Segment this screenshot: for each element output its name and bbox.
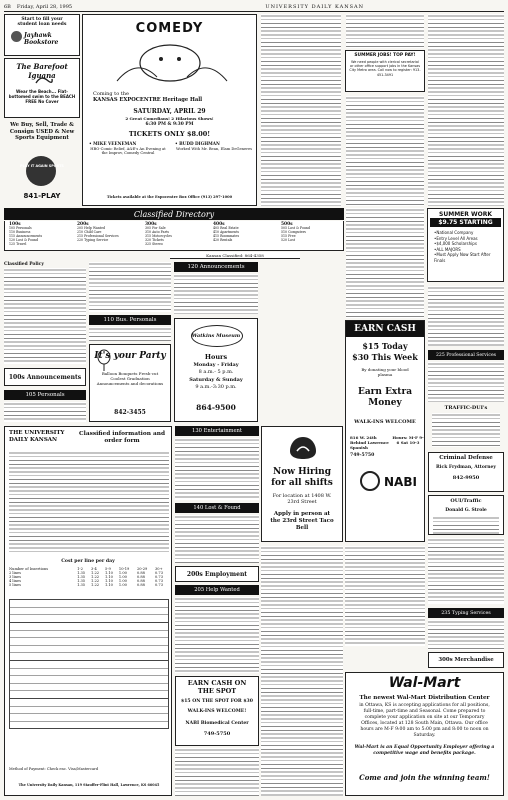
traffic-text — [432, 413, 500, 447]
dir-item[interactable]: 120 Lost & Found — [9, 237, 39, 242]
jayhawk-bookstore-ad[interactable] — [4, 14, 80, 56]
right-text-lower — [346, 208, 424, 318]
spot-phone: 749-5750 — [203, 731, 231, 737]
dir-col-200 — [77, 223, 119, 243]
table-cell: 3 lines — [9, 575, 22, 579]
summer-jobs-title: SUMMER JOBS! TOP PAY! — [354, 53, 416, 58]
its-your-party-ad[interactable] — [89, 344, 171, 422]
table-cell: 0.88 — [136, 571, 145, 575]
comedy-cartoon-icon — [97, 37, 243, 87]
jayhawk-line2: student loan needs — [17, 22, 67, 27]
section-300s-text: 300s Merchandise — [438, 657, 494, 663]
table-cell: 20-29 — [136, 567, 148, 571]
dir-item[interactable]: 220 Typing Service — [77, 237, 109, 242]
classified-policy-head: Classified Policy — [4, 262, 44, 267]
comedy-title: COMEDY — [135, 21, 204, 36]
summer-work-bullet: •$4,000 Scholarships — [434, 241, 477, 247]
comedy-act1: • MIKE VEENEMAN — [89, 141, 137, 146]
table-cell: 5 lines — [9, 583, 22, 587]
section-225-text: 225 Professional Services — [435, 352, 497, 358]
we-buy-text: We Buy, Sell, Trade & Consign USED & New Sports Equipment — [9, 122, 75, 141]
taco-headline: Now Hiring for all shifts — [271, 467, 333, 488]
dir-heading: 400s — [213, 222, 225, 227]
table-row — [9, 583, 169, 587]
section-140 — [175, 503, 259, 513]
summer-work-bullet: •ALL MAJORS — [434, 246, 461, 252]
plasma-brand: NABI — [384, 475, 417, 489]
dir-item[interactable]: 110 Business — [9, 229, 31, 234]
rates-table — [9, 567, 169, 587]
table-cell: 0.88 — [136, 583, 145, 587]
traffic-dui-ad[interactable] — [428, 405, 504, 449]
table-cell: 1.00 — [118, 579, 127, 583]
criminal-heading: Criminal Defense — [439, 455, 493, 461]
criminal-name: Rick Frydman, Attorney — [436, 465, 496, 470]
section-110-text: 110 Bus. Personals — [103, 317, 157, 323]
summer-jobs-body: We need people with clerical secretarial or other office support jobs in the Kansas City Metro area. Call now to register: 913-451-3491 — [349, 60, 421, 77]
mid-text-b — [89, 327, 171, 341]
iguana-name: The Barefoot Iguana — [16, 62, 68, 80]
comedy-price: TICKETS ONLY $8.00! — [128, 130, 211, 138]
section-200s-text: 200s Employment — [186, 570, 248, 578]
watkins-hours2: 8 a.m.- 5 p.m. — [198, 369, 234, 375]
watkins-hours3: Saturday & Sunday — [189, 377, 243, 383]
table-cell: 1-2 — [77, 567, 83, 571]
walmart-line5: Offices, located at 128 South Main, Ottawa. Our office — [361, 721, 488, 726]
dir-heading: 500s — [281, 222, 293, 227]
dir-item[interactable]: 405 Real Estate — [213, 225, 239, 230]
classified-contact-text: Kansan Classified: 864-4358 — [206, 252, 264, 258]
summer-jobs-ad[interactable] — [345, 50, 425, 92]
table-cell: 3-4 — [91, 567, 97, 571]
table-cell: 0.73 — [155, 583, 164, 587]
comedy-venue: KANSAS EXPOCENTRE Heritage Hall — [93, 97, 203, 103]
walmart-closing: Come and join the winning team! — [359, 773, 490, 782]
criminal-defense-ad[interactable] — [428, 452, 504, 492]
plasma-line2: $30 This Week — [352, 352, 418, 362]
dir-col-100 — [9, 223, 42, 246]
classified-contact — [170, 252, 300, 259]
page-header — [4, 2, 504, 12]
far-right-text-top — [428, 14, 504, 206]
walmart-line4: complete your application on site at our Temporary — [364, 715, 485, 720]
taco-sub: For location at 1408 W. 23rd Street — [272, 493, 332, 505]
dir-item[interactable]: 505 Lost & Found — [281, 225, 311, 230]
section-130 — [175, 426, 259, 436]
table-cell: 4 lines — [9, 579, 22, 583]
section-100s-text: 100s Announcements — [8, 373, 82, 381]
form-address: The University Daily Kansan, 119 Stauffer-Flint Hall, Lawrence, KS 66045 — [18, 783, 160, 787]
play-it-again-logo-icon — [26, 156, 56, 186]
summer-work-bullet: •Must Apply Now Start After Finals — [434, 252, 491, 263]
summer-work-bullets — [434, 230, 503, 264]
dir-item[interactable]: 515 Free — [281, 233, 296, 238]
barefoot-iguana-ad[interactable] — [4, 58, 80, 118]
iguana-icon — [35, 73, 53, 87]
iguana-body: Wear the Beach... Flat-bottomed swim to the BEACH FREE No Cover — [8, 89, 76, 104]
table-cell: 1.10 — [104, 579, 113, 583]
table-cell: 1.10 — [104, 571, 113, 575]
watkins-hours1: Monday - Friday — [193, 362, 239, 368]
mid-text-a — [89, 262, 171, 312]
kansan-order-form[interactable] — [4, 426, 172, 796]
play-it-again-ad[interactable] — [4, 154, 80, 206]
plasma-relax: Earn Extra Money — [357, 387, 413, 408]
comedy-times: 6:30 PM & 9:30 PM — [145, 122, 194, 127]
table-cell: 10-19 — [118, 567, 130, 571]
section-120 — [174, 262, 258, 272]
dir-item[interactable]: 205 Help Wanted — [77, 225, 105, 230]
play-it-again-name: PLAY IT AGAIN SPORTS — [20, 164, 64, 168]
jayhawk-name: Jayhawk Bookstore — [24, 32, 59, 46]
order-form-grid[interactable] — [9, 599, 169, 729]
jayhawk-logo-icon — [11, 31, 22, 42]
table-cell: 1.35 — [77, 583, 86, 587]
dir-item[interactable]: 410 Apartments — [213, 229, 240, 234]
dir-item[interactable]: 310 Auto Parts — [145, 229, 170, 234]
news-column-top — [259, 14, 343, 206]
section-205-text: 205 Help Wanted — [194, 587, 240, 593]
walmart-eoe: Wal-Mart is an Equal Opportunity Employer offering a competitive wage and benefits package. — [354, 745, 495, 756]
section-200s — [175, 566, 259, 582]
plasma-line1: $15 Today — [362, 341, 408, 351]
watkins-hours4: 9 a.m.-3:30 p.m. — [195, 384, 237, 390]
table-cell: 1.35 — [77, 571, 86, 575]
dir-item[interactable]: 520 Lost — [281, 237, 296, 242]
walmart-line7: Saturday. — [413, 733, 436, 738]
policy-text — [4, 268, 86, 364]
dir-item[interactable]: 125 Travel — [9, 241, 27, 246]
far-right-text-mid — [428, 286, 504, 346]
walmart-line1: The newest Wal-Mart Distribution Center — [359, 695, 490, 701]
criminal-phone: 842-9950 — [452, 475, 480, 481]
paper-name: UNIVERSITY DAILY KANSAN — [265, 3, 364, 10]
walmart-ad[interactable] — [345, 672, 504, 796]
comedy-act1-note: HBO-Comic Relief, A&E's An Evening at the Improv, Comedy Central — [90, 147, 166, 156]
plasma-donate: By donating your blood plasma — [361, 367, 409, 377]
far-right-text-low — [428, 538, 504, 604]
dir-item[interactable]: 105 Personals — [9, 225, 32, 230]
summer-work-bullet: •National Company — [434, 230, 474, 235]
rates-title: Cost per line per day — [61, 559, 115, 564]
dir-heading: 200s — [77, 222, 89, 227]
table-cell: 1.00 — [118, 575, 127, 579]
typing-text — [428, 620, 504, 650]
form-info: Classified information and order form — [79, 431, 165, 444]
section-110 — [89, 315, 171, 325]
dir-col-300 — [145, 223, 172, 246]
right-text-bottom — [345, 546, 425, 646]
comedy-act2-note: Worked With Mr. Bean, Elam DeGeneres — [175, 147, 253, 151]
table-cell: 1.22 — [91, 583, 100, 587]
summer-work-bullet: •Entry Level All Areas — [434, 235, 478, 241]
oui-heading: OUI/Traffic — [450, 498, 482, 504]
spot-walkin: WALK-INS WELCOME! — [187, 709, 247, 714]
comedy-ad[interactable] — [82, 14, 257, 206]
plasma-title: EARN CASH — [346, 321, 424, 337]
comedy-shows: 2 Great Comedians! 2 Hilarious Shows! — [125, 116, 214, 121]
table-cell: 0.88 — [136, 579, 145, 583]
spot-brand: NABI Biomedical Center — [185, 721, 249, 726]
balloon-icon — [96, 349, 112, 371]
personals-text — [4, 402, 86, 422]
dir-item[interactable]: 115 Announcements — [9, 233, 43, 238]
section-130-text: 130 Entertainment — [192, 428, 242, 434]
section-235 — [428, 608, 504, 618]
watkins-museum-ad[interactable] — [174, 318, 258, 422]
walmart-line3: full-time, part-time and Seasonal. Come prepared to — [363, 709, 486, 714]
comedy-act2: • BUDD DIGHMAN — [175, 141, 220, 146]
oui-traffic-ad[interactable] — [428, 495, 504, 535]
we-buy-ad[interactable] — [4, 120, 80, 152]
table-cell: 1.00 — [118, 583, 127, 587]
play-it-again-phone: 841-PLAY — [23, 192, 61, 200]
section-105-text: 105 Personals — [25, 392, 65, 398]
table-cell: 2 lines — [9, 571, 22, 575]
taco-bell-logo-icon — [288, 435, 318, 461]
dir-item[interactable]: 415 Roommates — [213, 233, 240, 238]
services-text — [428, 362, 504, 402]
table-cell: 1.35 — [77, 575, 86, 579]
traffic-heading: TRAFFIC-DUI's — [444, 405, 488, 411]
dir-item[interactable]: 215 Professional Services — [77, 233, 119, 238]
summer-work-pay: $9.75 STARTING — [430, 218, 501, 227]
comedy-tickets: Tickets available at the Expocentre Box Office (913) 297-1000 — [106, 195, 233, 199]
table-cell: 30+ — [155, 567, 163, 571]
table-cell: 0.73 — [155, 575, 164, 579]
earn-cash-plasma-ad[interactable] — [345, 320, 425, 542]
watkins-phone: 864-9500 — [196, 403, 236, 412]
comedy-date: SATURDAY, APRIL 29 — [133, 108, 206, 115]
table-cell: 1.22 — [91, 579, 100, 583]
dir-col-400 — [213, 223, 239, 243]
table-cell: 0.73 — [155, 571, 164, 575]
right-text-mid — [346, 96, 424, 206]
section-140-text: 140 Lost & Found — [193, 505, 241, 511]
table-cell: Number of Insertions — [9, 567, 49, 571]
table-cell: 1.00 — [118, 571, 127, 575]
page-date: Friday, April 28, 1995 — [16, 3, 73, 10]
dir-col-500 — [281, 223, 310, 243]
plasma-address: 816 W. 24th Behind Lawrence Spanish — [350, 435, 389, 450]
dir-item[interactable]: 320 Tickets — [145, 237, 164, 242]
table-cell: 0.73 — [155, 579, 164, 583]
table-cell: 1.22 — [91, 571, 100, 575]
dir-heading: 300s — [145, 222, 157, 227]
jayhawk-line1: Start to fill your — [21, 17, 63, 22]
spot-amount: $15 ON THE SPOT FOR $30 — [181, 699, 253, 704]
table-cell: 0.88 — [136, 575, 145, 579]
dir-item[interactable]: 305 For Sale — [145, 225, 166, 230]
party-title: It's your Party — [94, 351, 166, 361]
table-cell: 5-9 — [104, 567, 111, 571]
spot-title: EARN CASH ON THE SPOT — [187, 679, 247, 695]
walmart-brand: Wal-Mart — [388, 675, 461, 691]
announcements-text — [174, 274, 258, 314]
section-300s — [428, 652, 504, 668]
table-cell: 1.10 — [104, 575, 113, 579]
form-payment: Method of Payment: Check enc. Visa/Mastercard — [9, 767, 99, 771]
right-text-top — [346, 14, 424, 48]
classified-banner-text: Classified Directory — [133, 209, 215, 219]
news-text — [261, 14, 341, 206]
section-205 — [175, 585, 259, 595]
help-wanted-text — [175, 597, 259, 673]
strole-name: Donald G. Strole — [445, 508, 487, 513]
table-cell: 1.35 — [77, 579, 86, 583]
dir-item[interactable]: 420 Rentals — [213, 237, 233, 242]
nabi-logo-icon — [360, 471, 380, 491]
table-cell: 1.10 — [104, 583, 113, 587]
form-masthead: THE UNIVERSITY DAILY KANSAN — [9, 430, 65, 443]
plasma-phone: 749-5750 — [350, 453, 375, 458]
center-text-lower — [261, 546, 343, 796]
taco-bell-ad[interactable] — [261, 426, 343, 542]
page-number: 6B — [4, 3, 11, 10]
walmart-line6: hours are M-F 9:00 am to 5:00 pm and 8:00 to noon on — [360, 727, 489, 732]
plasma-hours: Hours: M-F 9-6 Sat 10-3 — [392, 435, 424, 445]
lost-found-text — [175, 515, 259, 563]
entertainment-text — [175, 438, 259, 500]
taco-apply: Apply in person at the 23rd Street Taco Bell — [270, 511, 334, 531]
dir-heading: 100s — [9, 222, 21, 227]
oui-text — [433, 516, 499, 534]
watkins-hours-label: Hours — [204, 353, 228, 361]
dir-item[interactable]: 315 Motorcycles — [145, 233, 172, 238]
classified-directory-banner — [4, 208, 344, 220]
summer-work-title: SUMMER WORK — [439, 211, 492, 218]
section-120-text: 120 Announcements — [187, 264, 245, 270]
help-wanted-text-2 — [175, 748, 259, 796]
party-phone: 842-3455 — [114, 409, 146, 416]
plasma-walkin: WALK-INS WELCOME — [354, 419, 416, 425]
party-body: Balloon Bouquets Fresh-cut Coolest Graduation Announcements and decorations — [96, 371, 164, 386]
section-225 — [428, 350, 504, 360]
form-instructions — [9, 451, 169, 555]
section-105 — [4, 390, 86, 400]
table-cell: 1.22 — [91, 575, 100, 579]
watkins-name: Watkins Museum — [191, 333, 241, 339]
section-100s — [4, 368, 86, 386]
dir-item[interactable]: 510 Computers — [281, 229, 306, 234]
walmart-line2: in Ottawa, KS is accepting applications for all positions, — [359, 703, 490, 708]
classified-directory — [4, 221, 344, 251]
earn-cash-spot-ad[interactable] — [175, 676, 259, 746]
comedy-coming: Coming to the — [93, 91, 129, 97]
section-235-text: 235 Typing Services — [441, 610, 491, 616]
summer-work-ad[interactable] — [427, 208, 504, 282]
dir-item[interactable]: 325 Stereo — [145, 241, 163, 246]
dir-item[interactable]: 210 Child Care — [77, 229, 102, 234]
